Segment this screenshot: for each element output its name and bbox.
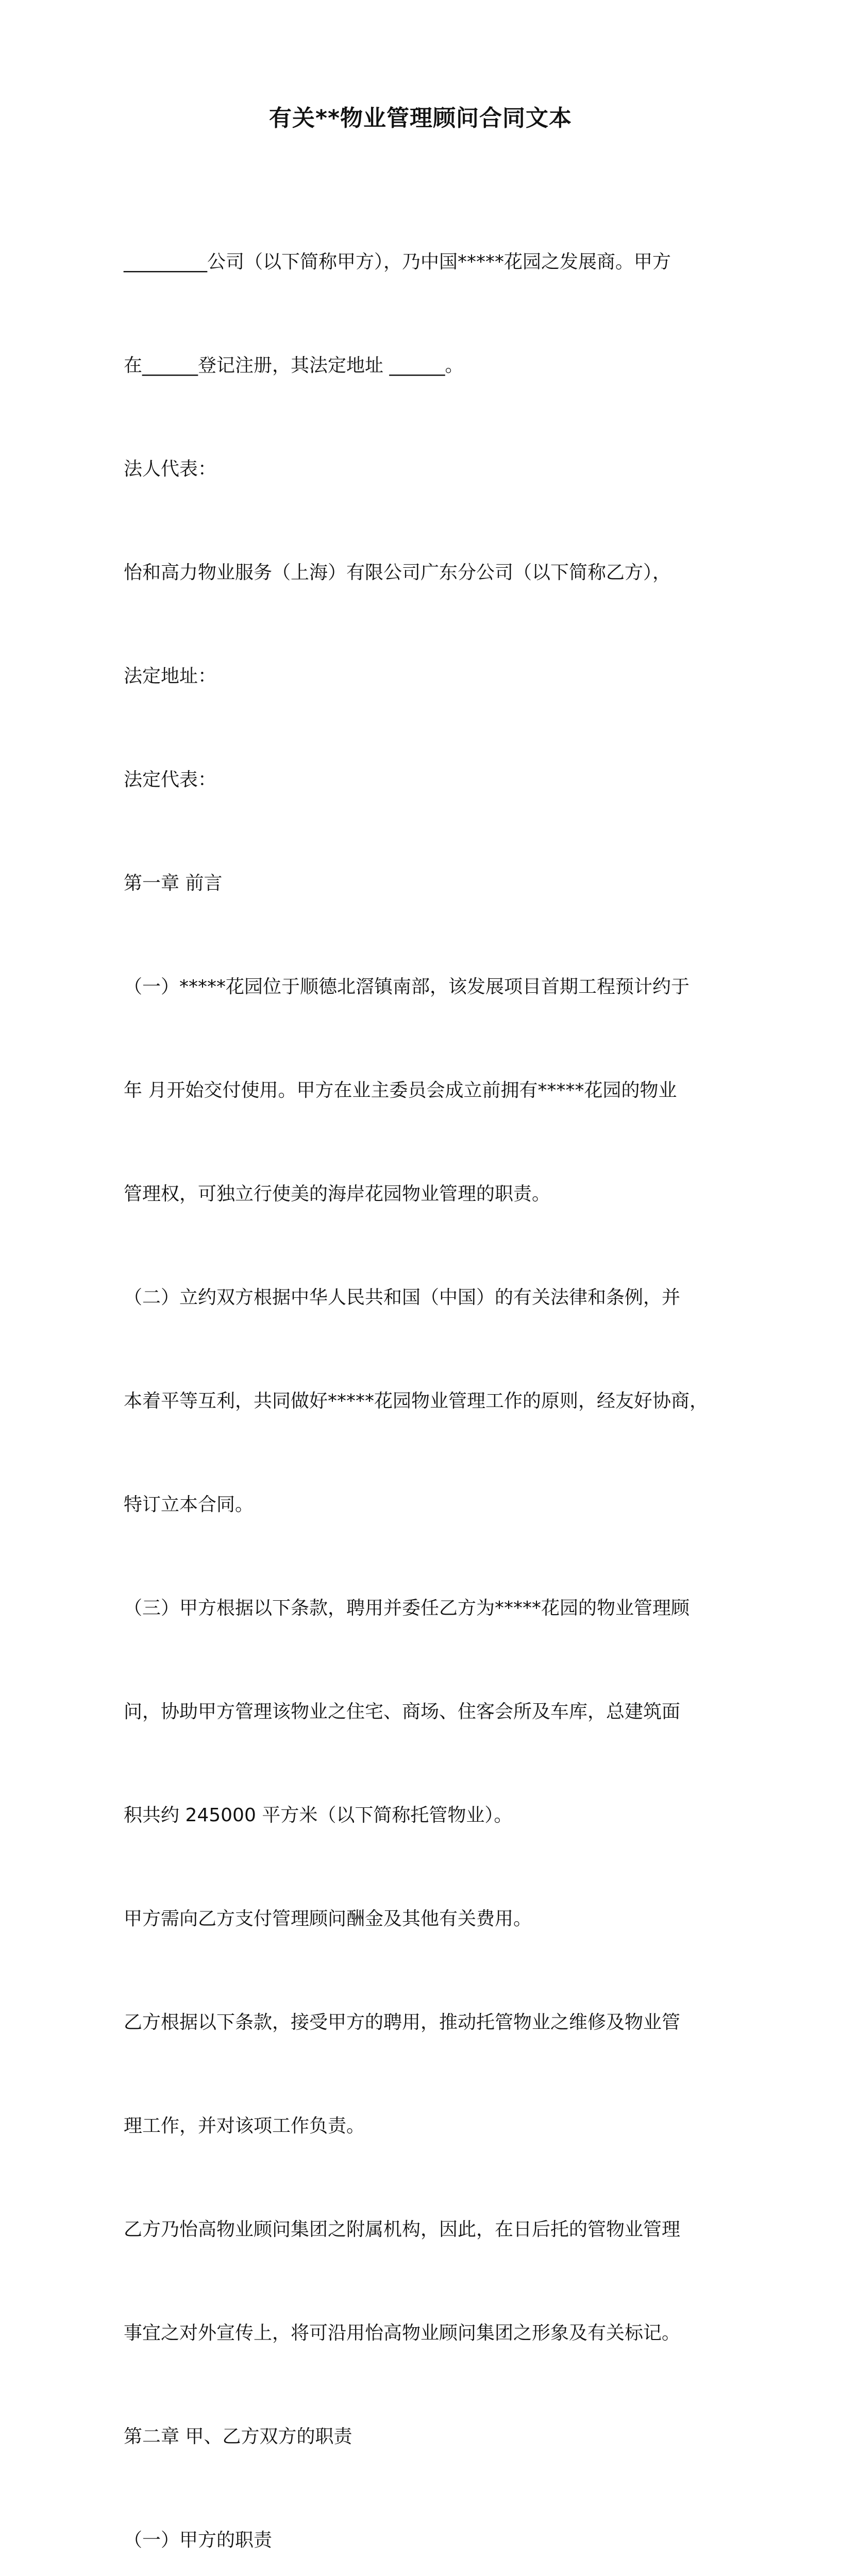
body-line: 在______登记注册，其法定地址 ______。 (124, 355, 464, 376)
body-line: 法人代表： (124, 459, 217, 480)
section-heading: （一）甲方的职责 (124, 2530, 273, 2551)
document-title: 有关**物业管理顾问合同文本 (268, 105, 573, 131)
body-line: 特订立本合同。 (124, 1494, 254, 1515)
body-line: 乙方根据以下条款，接受甲方的聘用，推动托管物业之维修及物业管 (124, 2012, 681, 2033)
body-line: 本着平等互利，共同做好*****花园物业管理工作的原则，经友好协商， (124, 1391, 709, 1412)
body-line: 年 月开始交付使用。甲方在业主委员会成立前拥有*****花园的物业 (124, 1080, 677, 1101)
body-line: 理工作，并对该项工作负责。 (124, 2115, 365, 2137)
body-line: （二）立约双方根据中华人民共和国（中国）的有关法律和条例，并 (124, 1287, 681, 1308)
body-line: 甲方需向乙方支付管理顾问酬金及其他有关费用。 (124, 1908, 532, 1929)
body-line: 积共约 245000 平方米（以下简称托管物业）。 (124, 1805, 513, 1826)
document-body (124, 176, 732, 2576)
body-line: 乙方乃怡高物业顾问集团之附属机构，因此，在日后托的管物业管理 (124, 2219, 681, 2240)
body-line: 事宜之对外宣传上，将可沿用怡高物业顾问集团之形象及有关标记。 (124, 2323, 681, 2344)
body-line: （三）甲方根据以下条款，聘用并委任乙方为*****花园的物业管理顾 (124, 1598, 690, 1619)
chapter-heading: 第二章 甲、乙方双方的职责 (124, 2426, 352, 2447)
body-line: _________公司（以下简称甲方），乃中国*****花园之发展商。甲方 (124, 251, 671, 273)
body-line: 管理权，可独立行使美的海岸花园物业管理的职责。 (124, 1183, 551, 1205)
body-line: （一）*****花园位于顺德北滘镇南部，该发展项目首期工程预计约于 (124, 976, 690, 997)
body-line: 法定地址： (124, 666, 217, 687)
body-line: 怡和高力物业服务（上海）有限公司广东分公司（以下简称乙方）， (124, 562, 671, 583)
body-line: 问，协助甲方管理该物业之住宅、商场、住客会所及车库，总建筑面 (124, 1701, 681, 1722)
chapter-heading: 第一章 前言 (124, 873, 223, 894)
body-line: 法定代表： (124, 769, 217, 790)
